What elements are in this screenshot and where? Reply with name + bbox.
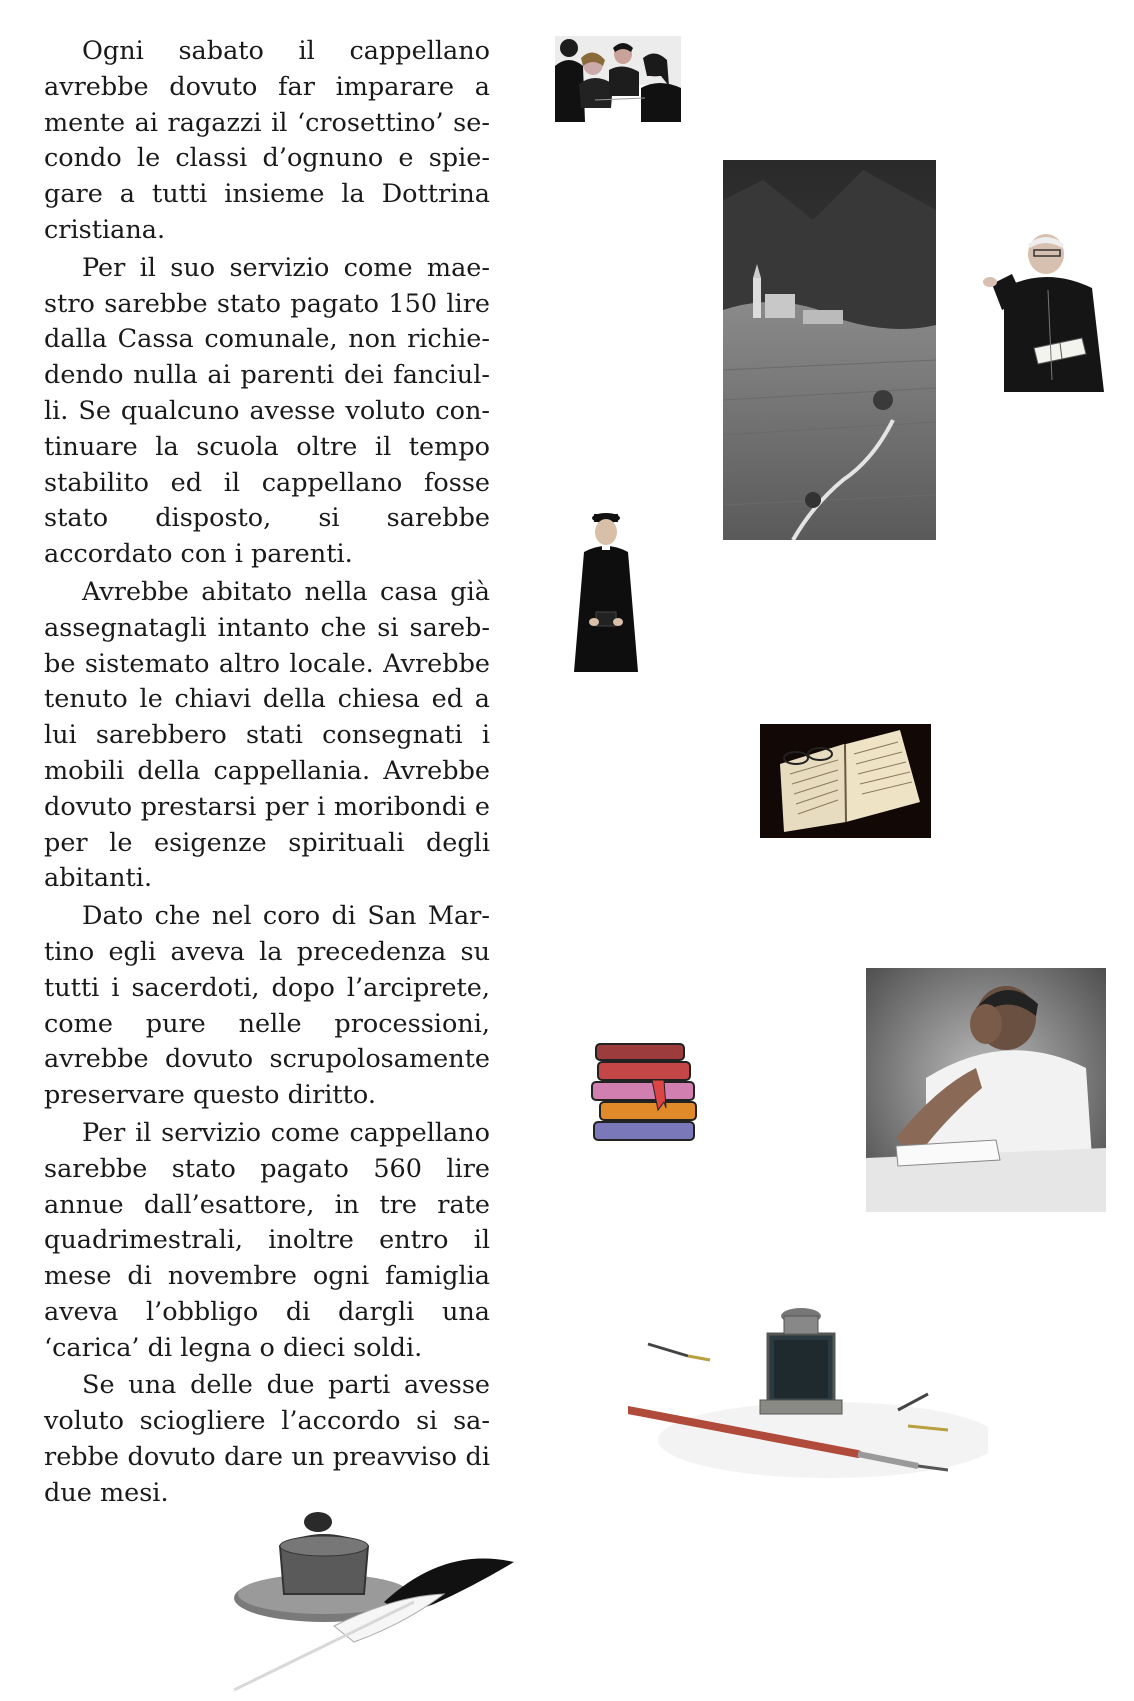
open-book-photo [760, 724, 931, 838]
paragraph-5: Per il servizio come cappellano sarebbe stato pagato 560 lire annue dall’esattore, in tre rate quadrimestrali, inoltre entro il mese di novembre ogni famiglia aveva l’obbligo di dargli una ‘carica’ di legna o dieci soldi. [44, 1117, 490, 1363]
paragraph-6: Se una delle due parti avesse voluto sciogliere l’accordo si sarebbe dovuto dare un preavviso di due mesi. [44, 1370, 490, 1508]
student-photo [866, 968, 1106, 1212]
paragraph-1: Ogni sabato il cappellano avrebbe dovuto far imparare a mente ai ragazzi il ‘crosettino’ secondo le classi d’ognuno e spiegare a tutti insieme la Dottrina cristiana. [44, 36, 490, 245]
students-photo [555, 36, 681, 122]
preacher-photo [982, 230, 1108, 392]
books-clipart [586, 1040, 712, 1150]
priest-photo [570, 512, 642, 672]
paragraph-3: Avrebbe abitato nella casa già assegnatagli intanto che si sarebbe sistemato altro locale. Avrebbe tenuto le chiavi della chiesa ed a lui sarebbero stati consegnati i mobili della cappellania. Avrebbe dovuto prestarsi per i moribondi e per le esigenze spirituali degli abitanti. [44, 576, 490, 894]
paragraph-4: Dato che nel coro di San Martino egli aveva la precedenza su tutti i sacerdoti, dopo l’arciprete, come pure nelle processioni, avrebbe dovuto scrupolosamente preservare questo diritto. [44, 901, 490, 1111]
inkwell-quill-photo [214, 1506, 520, 1696]
paragraph-2: Per il suo servizio come maestro sarebbe stato pagato 150 lire dalla Cassa comunale, non richiedendo nulla ai parenti dei fanciulli. Se qualcuno avesse voluto continuare la scuola oltre il tempo stabilito ed il cappellano fosse stato disposto, si sarebbe accordato con i parenti. [44, 252, 490, 570]
body-text [44, 34, 490, 1514]
village-photo [723, 160, 936, 540]
inkwell-pen-photo [628, 1290, 988, 1490]
